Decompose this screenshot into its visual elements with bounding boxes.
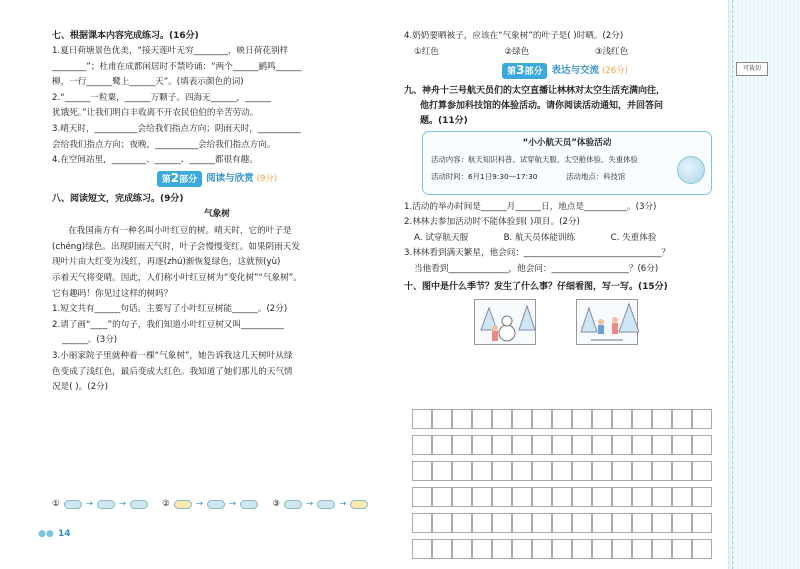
left-column bbox=[52, 30, 382, 397]
option-1-label: ① bbox=[52, 499, 60, 509]
section-2-score: (9分) bbox=[256, 174, 278, 185]
grid-cell[interactable] bbox=[612, 539, 632, 559]
grid-cell[interactable] bbox=[472, 539, 492, 559]
grid-cell[interactable] bbox=[412, 461, 432, 481]
section-2-name: 阅读与欣赏 bbox=[206, 173, 254, 185]
q7-line-6: 3.晴天时，__________会给我们指点方向；阴雨天时，__________ bbox=[52, 123, 301, 134]
grid-cell[interactable] bbox=[672, 487, 692, 507]
section-3-badge: 第3部分 bbox=[502, 63, 547, 79]
passage-line-5: 它有趣吗！你见过这样的树吗？ bbox=[52, 288, 173, 299]
section-2-badge: 第2部分 bbox=[157, 171, 202, 187]
notice-place: 活动地点：科技馆 bbox=[566, 171, 626, 181]
grid-cell[interactable] bbox=[432, 409, 452, 429]
q7-line-2: ________”；杜甫在成都闲居时不禁吟诵：“两个______鹂鸣______ bbox=[52, 61, 302, 72]
grid-cell[interactable] bbox=[672, 409, 692, 429]
q4-option-a: ①红色 bbox=[414, 46, 439, 57]
grid-cell[interactable] bbox=[412, 435, 432, 455]
q7-line-8: 4.在空间站里，________、______、______都很有趣。 bbox=[52, 155, 258, 166]
q7-line-3: 柳，一行______鹭上______天”。(填表示颜色的词) bbox=[52, 77, 244, 88]
grid-cell[interactable] bbox=[632, 435, 652, 455]
grid-cell[interactable] bbox=[512, 513, 532, 533]
cloud-icon bbox=[97, 500, 115, 509]
grid-cell[interactable] bbox=[552, 461, 572, 481]
grid-cell[interactable] bbox=[512, 461, 532, 481]
q9-option-c: C. 失重体验 bbox=[610, 232, 657, 243]
q8-title: 八、阅读短文，完成练习。(9分) bbox=[52, 194, 184, 205]
arrow-icon: → bbox=[305, 499, 314, 509]
astronaut-illustration bbox=[677, 156, 705, 184]
grid-cell[interactable] bbox=[612, 487, 632, 507]
notice-time: 活动时间：6月1日9:30—17:30 bbox=[431, 171, 538, 181]
grid-cell[interactable] bbox=[592, 539, 612, 559]
grid-cell[interactable] bbox=[692, 409, 712, 429]
passage-line-4: 示着天气将变晴。因此，人们称小叶红豆树为“变化树”“气象树”。 bbox=[52, 272, 302, 283]
q8-sub-2a: 2.请了画“____”的句子，我们知道小叶红豆树又叫__________ bbox=[52, 319, 284, 330]
grid-cell[interactable] bbox=[432, 461, 452, 481]
grid-cell[interactable] bbox=[532, 409, 552, 429]
arrow-icon: → bbox=[229, 499, 237, 509]
grid-cell[interactable] bbox=[672, 539, 692, 559]
grid-cell[interactable] bbox=[592, 409, 612, 429]
grid-cell[interactable] bbox=[612, 461, 632, 481]
grid-cell[interactable] bbox=[412, 513, 432, 533]
grid-cell[interactable] bbox=[472, 409, 492, 429]
grid-cell[interactable] bbox=[592, 435, 612, 455]
grid-row bbox=[412, 487, 712, 507]
rain-icon bbox=[284, 500, 302, 509]
grid-cell[interactable] bbox=[572, 461, 592, 481]
grid-cell[interactable] bbox=[592, 513, 612, 533]
q9-title-1: 九、神舟十三号航天员们的太空直播让林林对太空生活充满向往， bbox=[404, 85, 666, 96]
q4-text: 4.奶奶要晒被子，应该在“气象树”的叶子是( )时晒。(2分) bbox=[404, 31, 624, 41]
grid-cell[interactable] bbox=[532, 487, 552, 507]
cloud-icon bbox=[207, 500, 225, 509]
sun-icon bbox=[350, 500, 368, 509]
option-3-label: ③ bbox=[272, 499, 280, 509]
grid-cell[interactable] bbox=[492, 487, 512, 507]
grid-cell[interactable] bbox=[412, 539, 432, 559]
rain-icon bbox=[240, 500, 258, 509]
spine-label: 可裁切 bbox=[736, 62, 768, 76]
cloud-icon bbox=[317, 500, 335, 509]
grid-cell[interactable] bbox=[672, 461, 692, 481]
grid-cell[interactable] bbox=[532, 435, 552, 455]
q9-title-2: 他打算参加科技馆的体验活动。请你阅读活动通知，并回答问 bbox=[420, 100, 664, 111]
q8-sub-2b: ______。(3分) bbox=[62, 335, 118, 346]
grid-cell[interactable] bbox=[432, 487, 452, 507]
grid-cell[interactable] bbox=[632, 513, 652, 533]
grid-cell[interactable] bbox=[692, 435, 712, 455]
arrow-icon: → bbox=[339, 499, 347, 509]
grid-cell[interactable] bbox=[652, 513, 672, 533]
grid-cell[interactable] bbox=[592, 487, 612, 507]
cloud-icon bbox=[130, 500, 148, 509]
grid-cell[interactable] bbox=[432, 539, 452, 559]
sun-icon bbox=[174, 500, 192, 509]
q9-sub-1: 1.活动的举办时间是______月______日，地点是__________。(3分) bbox=[404, 201, 657, 212]
notice-content: 活动内容：航天知识科普、试穿航天服、太空舱体验、失重体验 bbox=[431, 154, 638, 164]
q8-sub-3a: 3.小丽家院子里就种着一棵“气象树”，她告诉我这几天树叶从绿 bbox=[52, 350, 293, 361]
option-2-label: ② bbox=[162, 499, 170, 509]
q9-title-3: 题。(11分) bbox=[420, 115, 468, 126]
arrow-icon: → bbox=[195, 499, 204, 509]
grid-cell[interactable] bbox=[552, 513, 572, 533]
notice-time-place bbox=[431, 171, 703, 183]
arrow-icon: → bbox=[85, 499, 93, 509]
q9-sub-2-options bbox=[404, 232, 726, 244]
q7-title: 七、根据课本内容完成练习。(16分) bbox=[52, 31, 199, 41]
grid-cell[interactable] bbox=[692, 513, 712, 533]
grid-cell[interactable] bbox=[532, 539, 552, 559]
grid-row bbox=[412, 435, 712, 455]
q4-option-c: ③浅红色 bbox=[594, 46, 629, 57]
arrow-icon: → bbox=[118, 499, 127, 509]
grid-cell[interactable] bbox=[472, 461, 492, 481]
snowman-scene-icon bbox=[475, 300, 537, 346]
grid-cell[interactable] bbox=[692, 539, 712, 559]
grid-cell[interactable] bbox=[572, 435, 592, 455]
section-2-header bbox=[52, 171, 382, 187]
sled-scene-icon bbox=[577, 300, 639, 346]
section-3-header bbox=[404, 63, 726, 79]
grid-cell[interactable] bbox=[512, 487, 532, 507]
q8-sub-3c: 况是( )。(2分) bbox=[52, 382, 108, 393]
grid-cell[interactable] bbox=[652, 409, 672, 429]
grid-cell[interactable] bbox=[532, 513, 552, 533]
grid-cell[interactable] bbox=[432, 435, 452, 455]
grid-row bbox=[412, 409, 712, 429]
grid-cell[interactable] bbox=[592, 461, 612, 481]
grid-cell[interactable] bbox=[472, 435, 492, 455]
grid-cell[interactable] bbox=[692, 487, 712, 507]
grid-cell[interactable] bbox=[572, 513, 592, 533]
cut-line bbox=[732, 0, 733, 569]
q8-sub-1: 1.短文共有______句话。主要写了小叶红豆树能______。(2分) bbox=[52, 304, 288, 315]
grid-cell[interactable] bbox=[632, 409, 652, 429]
grid-cell[interactable] bbox=[652, 539, 672, 559]
q4-option-b: ②绿色 bbox=[504, 46, 530, 57]
binding-spine bbox=[728, 0, 800, 569]
grid-cell[interactable] bbox=[432, 513, 452, 533]
grid-cell[interactable] bbox=[652, 435, 672, 455]
grid-cell[interactable] bbox=[452, 435, 472, 455]
snowman-picture bbox=[474, 299, 536, 345]
grid-cell[interactable] bbox=[492, 539, 512, 559]
sled-picture bbox=[576, 299, 638, 345]
grid-cell[interactable] bbox=[672, 435, 692, 455]
q9-sub-3a: 3.林林看到满天繁星，他会问：________________________________？ bbox=[404, 248, 671, 259]
notice-title: “小小航天员”体验活动 bbox=[522, 137, 612, 148]
q9-sub-2: 2.林林去参加活动时不能体验到( )项目。(2分) bbox=[404, 217, 580, 228]
weather-options bbox=[52, 499, 368, 509]
grid-cell[interactable] bbox=[612, 409, 632, 429]
grid-cell[interactable] bbox=[552, 409, 572, 429]
grid-cell[interactable] bbox=[492, 409, 512, 429]
writing-grid[interactable] bbox=[412, 409, 712, 565]
grid-cell[interactable] bbox=[532, 461, 552, 481]
right-column bbox=[404, 30, 726, 353]
grid-cell[interactable] bbox=[492, 435, 512, 455]
grid-cell[interactable] bbox=[692, 461, 712, 481]
page-number: 14 bbox=[58, 529, 71, 539]
grid-row bbox=[412, 539, 712, 559]
grid-cell[interactable] bbox=[552, 435, 572, 455]
grid-cell[interactable] bbox=[452, 461, 472, 481]
q7-line-5: 犹饿死。”让我们明白丰收离不开农民伯伯的辛苦劳动。 bbox=[52, 108, 259, 119]
grid-cell[interactable] bbox=[492, 461, 512, 481]
grid-cell[interactable] bbox=[632, 487, 652, 507]
q4-options bbox=[404, 46, 726, 58]
grid-row bbox=[412, 513, 712, 533]
grid-cell[interactable] bbox=[452, 539, 472, 559]
grid-cell[interactable] bbox=[452, 409, 472, 429]
grid-cell[interactable] bbox=[412, 487, 432, 507]
q7-line-1: 1.夏日荷塘景色优美，“接天莲叶无穷________，映日荷花别样 bbox=[52, 46, 289, 56]
grid-cell[interactable] bbox=[572, 487, 592, 507]
grid-cell[interactable] bbox=[552, 487, 572, 507]
grid-cell[interactable] bbox=[412, 409, 432, 429]
q9-option-b: B. 航天员体能训练 bbox=[503, 232, 576, 243]
grid-cell[interactable] bbox=[612, 513, 632, 533]
passage-title: 气象树 bbox=[204, 209, 230, 220]
q9-option-a: A. 试穿航天服 bbox=[414, 232, 469, 243]
grid-cell[interactable] bbox=[652, 487, 672, 507]
q9-sub-3b: 当他看到______________，他会问：__________________？(6分) bbox=[414, 263, 659, 274]
activity-notice bbox=[422, 131, 712, 195]
grid-cell[interactable] bbox=[452, 487, 472, 507]
picture-row bbox=[474, 299, 726, 345]
grid-cell[interactable] bbox=[472, 513, 492, 533]
section-3-score: (26分) bbox=[601, 65, 628, 76]
grid-cell[interactable] bbox=[512, 409, 532, 429]
q7-line-7: 会给我们指点方向；夜晚，__________会给我们指点方向。 bbox=[52, 139, 276, 150]
grid-cell[interactable] bbox=[632, 539, 652, 559]
grid-cell[interactable] bbox=[552, 539, 572, 559]
passage-line-1: 在我国南方有一种名叫小叶红豆的树。晴天时，它的叶子是 bbox=[68, 226, 292, 237]
grid-cell[interactable] bbox=[612, 435, 632, 455]
q8-sub-3b: 色变成了浅红色，最后变成大红色。我知道了她们那儿的天气情 bbox=[52, 366, 293, 377]
grid-cell[interactable] bbox=[652, 461, 672, 481]
grid-cell[interactable] bbox=[512, 435, 532, 455]
q7-line-4: 2.“______一粒粟，______万颗子。四海无______，______ bbox=[52, 92, 271, 103]
grid-cell[interactable] bbox=[472, 487, 492, 507]
page-dots: ●● bbox=[38, 529, 54, 539]
grid-cell[interactable] bbox=[492, 513, 512, 533]
passage-line-3: 现叶片由大红变为浅红，再逐(zhú)渐恢复绿色，这就预(yù) bbox=[52, 257, 281, 268]
passage-line-2: (chéng)绿色。出现阴雨天气时，叶子会慢慢变红。如果阴雨天发 bbox=[52, 241, 300, 252]
grid-cell[interactable] bbox=[512, 539, 532, 559]
section-3-name: 表达与交流 bbox=[551, 64, 599, 76]
grid-cell[interactable] bbox=[572, 409, 592, 429]
grid-cell[interactable] bbox=[572, 539, 592, 559]
q10-title: 十、图中是什么季节？发生了什么事？仔细看图，写一写。(15分) bbox=[404, 281, 668, 292]
grid-cell[interactable] bbox=[452, 513, 472, 533]
cloud-icon bbox=[64, 500, 82, 509]
grid-row bbox=[412, 461, 712, 481]
grid-cell[interactable] bbox=[672, 513, 692, 533]
grid-cell[interactable] bbox=[632, 461, 652, 481]
